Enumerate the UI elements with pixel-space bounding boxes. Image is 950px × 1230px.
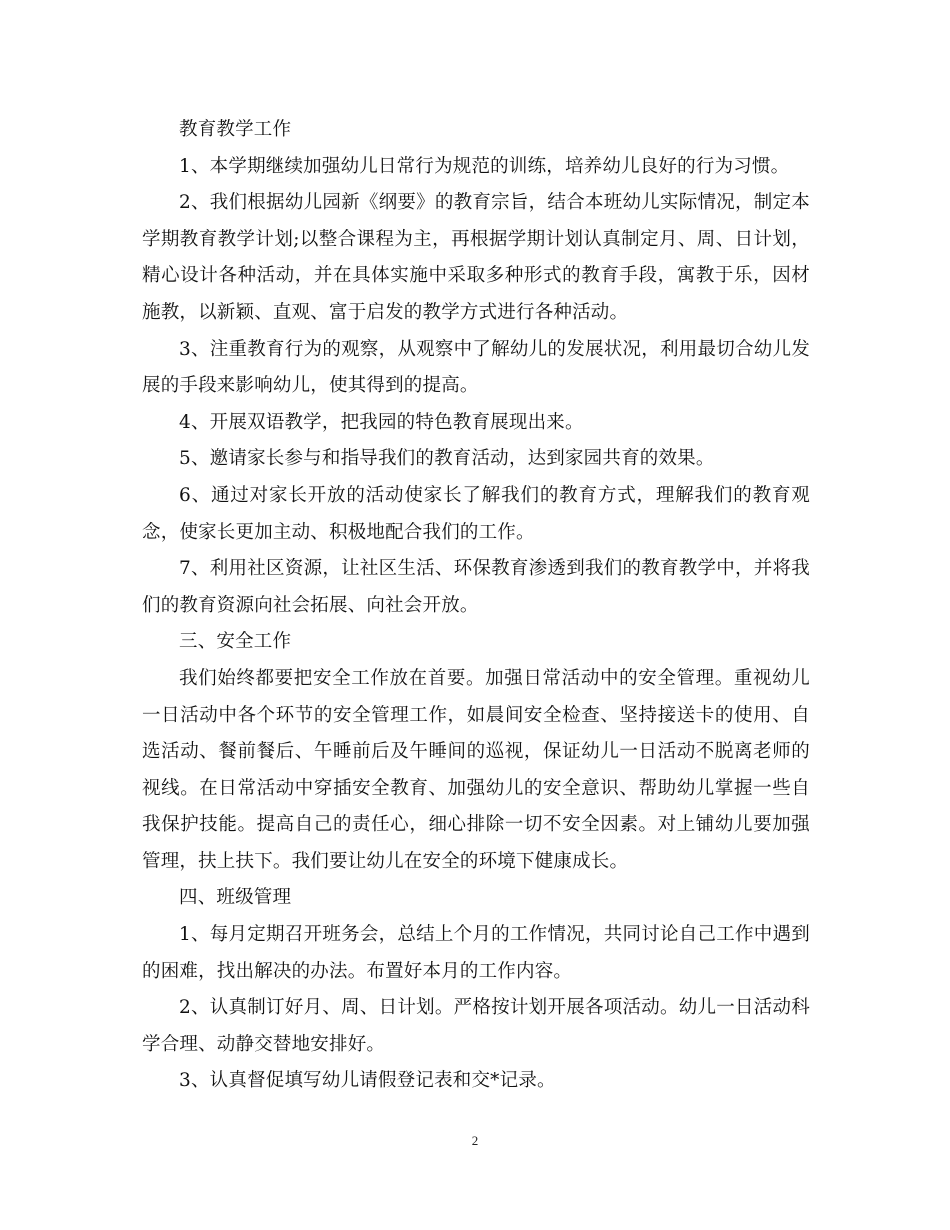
paragraph-teaching-item-1: 1、本学期继续加强幼儿日常行为规范的训练，培养幼儿良好的行为习惯。 bbox=[179, 155, 790, 177]
paragraph-teaching-item-6: 6、通过对家长开放的活动使家长了解我们的教育方式，理解我们的教育观念，使家长更加主动、积极地配合我们的工作。 bbox=[142, 484, 810, 543]
paragraph-safety: 我们始终都要把安全工作放在首要。加强日常活动中的安全管理。重视幼儿一日活动中各个环节的安全管理工作，如晨间安全检查、坚持接送卡的使用、自选活动、餐前餐后、午睡前后及午睡间的巡视，保证幼儿一日活动不脱离老师的视线。在日常活动中穿插安全教育、加强幼儿的安全意识、帮助幼儿掌握一些自我保护技能。提高自己的责任心，细心排除一切不安全因素。对上铺幼儿要加强管理，扶上扶下。我们要让幼儿在安全的环境下健康成长。 bbox=[142, 667, 810, 872]
paragraph-management-item-2: 2、认真制订好月、周、日计划。严格按计划开展各项活动。幼儿一日活动科学合理、动静交替地安排好。 bbox=[142, 997, 810, 1055]
paragraph-teaching-item-2: 2、我们根据幼儿园新《纲要》的教育宗旨，结合本班幼儿实际情况，制定本学期教育教学计划;以整合课程为主，再根据学期计划认真制定月、周、日计划，精心设计各种活动，并在具体实施中采取多种形式的教育手段，寓教于乐，因材施教，以新颖、直观、富于启发的教学方式进行各种活动。 bbox=[142, 192, 810, 323]
section-heading-teaching: 教育教学工作 bbox=[179, 119, 292, 140]
paragraph-teaching-item-4: 4、开展双语教学，把我园的特色教育展现出来。 bbox=[179, 411, 584, 433]
paragraph-teaching-item-7: 7、利用社区资源，让社区生活、环保教育渗透到我们的教育教学中，并将我们的教育资源向社会拓展、向社会开放。 bbox=[142, 558, 810, 616]
paragraph-teaching-item-3: 3、注重教育行为的观察，从观察中了解幼儿的发展状况，利用最切合幼儿发展的手段来影响幼儿，使其得到的提高。 bbox=[142, 338, 810, 397]
paragraph-teaching-item-5: 5、邀请家长参与和指导我们的教育活动，达到家园共育的效果。 bbox=[179, 448, 715, 470]
section-heading-class-management: 四、班级管理 bbox=[179, 887, 292, 909]
paragraph-management-item-1: 1、每月定期召开班务会，总结上个月的工作情况，共同讨论自己工作中遇到的困难，找出解决的办法。布置好本月的工作内容。 bbox=[142, 924, 810, 982]
paragraph-management-item-3: 3、认真督促填写幼儿请假登记表和交*记录。 bbox=[179, 1070, 556, 1092]
section-heading-safety: 三、安全工作 bbox=[179, 631, 292, 653]
page-number: 2 bbox=[471, 1133, 479, 1148]
document-body bbox=[142, 112, 810, 1100]
